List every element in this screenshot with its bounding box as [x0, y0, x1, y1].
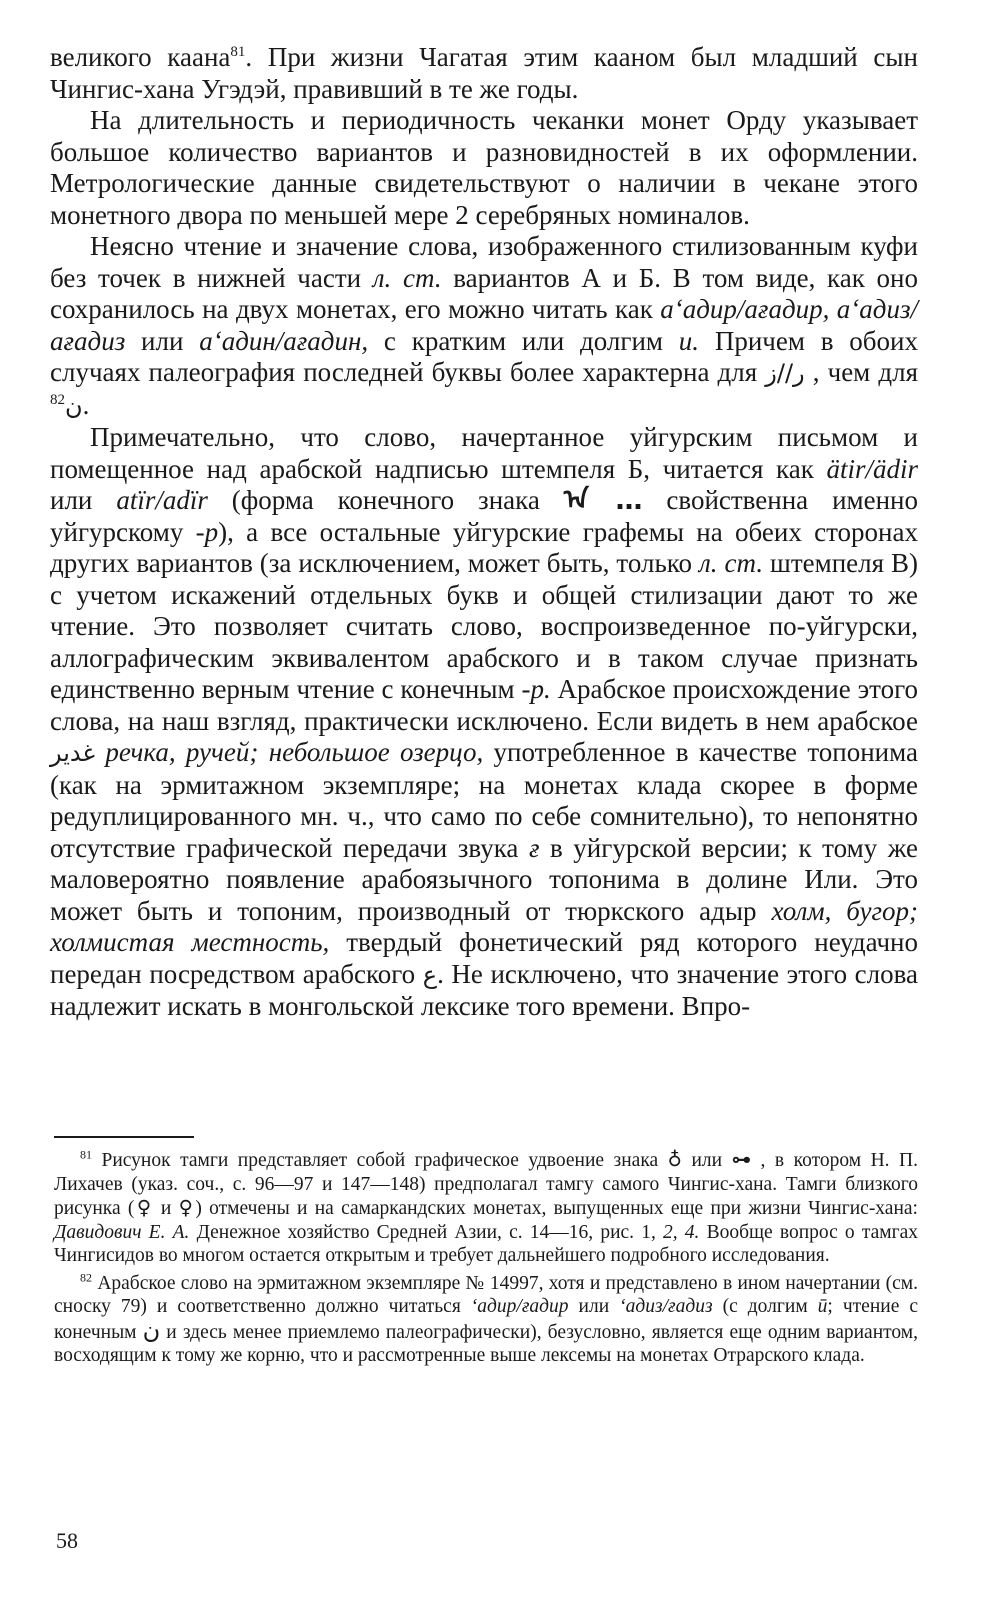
- text-run: и: [153, 1198, 179, 1219]
- text-run: ) отмечены и на самаркандских монетах, выпущенных еще при жизни Чингис-хана:: [195, 1198, 918, 1219]
- text-run: свойственна именно уйгурскому: [50, 485, 918, 547]
- footnote-mark: 81: [80, 1147, 92, 1162]
- text-run: Рисунок тамги представляет собой графическое удвоение знака: [101, 1150, 668, 1171]
- arabic-letter-nun: ن: [142, 1315, 161, 1344]
- text-run: (форма конечного знака: [207, 485, 564, 515]
- arabic-letters: ر//ز: [765, 359, 805, 387]
- page-number: 58: [56, 1528, 78, 1553]
- italic-term: ғ: [528, 832, 540, 863]
- italic-term: 2, 4.: [663, 1221, 700, 1243]
- text-run: , в котором Н. П. Лихачев (указ. соч., с. 96—97 и 147—148) предполагал тамгу самого Чингис-хана. Тамги близкого рисунка (: [54, 1150, 918, 1219]
- text-run: . При жизни Чагатая этим кааном был младший сын Чингис-хана Угэдэй, правивший в те же годы.: [50, 42, 918, 104]
- text-run: или: [681, 1150, 732, 1171]
- italic-term: и.: [678, 325, 700, 356]
- footnote-divider: [54, 1136, 194, 1138]
- text-run: (с долгим: [712, 1296, 818, 1317]
- footnote-ref-82[interactable]: 82: [50, 391, 65, 408]
- italic-term: речка, ручей; небольшое озерцо,: [105, 737, 484, 767]
- text-run: Денежное хозяйство Средней Азии, с. 14—16, рис. 1,: [189, 1221, 664, 1243]
- italic-term: Давидович Е. А.: [54, 1221, 190, 1243]
- italic-term: -р.: [521, 674, 551, 704]
- footnotes: [54, 1148, 918, 1368]
- italic-term: л. ст.: [699, 548, 764, 578]
- italic-term: ӣ: [817, 1296, 828, 1317]
- italic-term: холм, бугор; холмистая местность,: [50, 895, 919, 957]
- text-run: Причем в обоих случаях палеография последней буквы более характерна для: [50, 325, 918, 387]
- italic-term: ätir/ädir: [826, 453, 918, 484]
- arabic-letter-ain: ع: [422, 960, 438, 989]
- footnote-81: [54, 1148, 918, 1268]
- text-run: штемпеля В) с учетом искажений отдельных букв и общей стилизации дают то же чтение. Это позволяет считать слово, воспроизведенное по-уйгурски, аллографическим эквивалентом арабского и в таком случае признать единственно верным чтение с конечным: [50, 548, 918, 704]
- text-run: или: [50, 485, 117, 515]
- tamga-sign-icon: ♁: [667, 1148, 682, 1171]
- arabic-word: غدير: [50, 739, 96, 767]
- text-run: .: [82, 389, 90, 420]
- text-run: Примечательно, что слово, начертанное уйгурским письмом и помещенное над арабской надписью штемпеля Б, читается как: [50, 422, 918, 484]
- tamga-sign-icon: ♀: [178, 1196, 196, 1219]
- italic-term: atïr/adïr: [116, 485, 208, 515]
- arabic-letter-nun: ن: [65, 391, 83, 420]
- paragraph-1: [50, 42, 918, 105]
- text-run: ; чтение с конечным: [54, 1296, 918, 1343]
- footnote-mark: 82: [80, 1270, 92, 1284]
- text-run: или: [568, 1296, 620, 1317]
- text-run: и здесь менее приемлемо палеографически), безусловно, является еще одним вариантом, восходящим к тому же корню, что и рассмотренные выше лексемы на монетах Отрарского клада.: [54, 1321, 919, 1366]
- paragraph-2: На длительность и периодичность чеканки монет Орду указывает большое количество вариантов и разновидностей в их оформлении. Метрологические данные свидетельствуют о наличии в чекане этого монетного двора по меньшей мере 2 серебряных номиналов.: [50, 105, 918, 230]
- text-run: Вообще вопрос о тамгах Чингисидов во многом остается открытым и требует дальнейшего подробного исследования.: [54, 1221, 919, 1266]
- italic-term: ‘адиз/ғадиз: [619, 1296, 713, 1317]
- text-run: в уйгурской версии; к тому же маловероятно появление арабоязычного топонима в долине Или. Это может быть и топоним, производный от тюркского адыр: [50, 832, 919, 926]
- italic-term: -р: [195, 516, 219, 547]
- text-run: Неясно чтение и значение слова, изображенного стилизованным куфи без точек в нижней части: [50, 231, 918, 293]
- italic-term: а‘адир/ағадир, а‘адиз/ағадиз: [50, 294, 918, 356]
- footnote-ref-81[interactable]: 81: [230, 44, 246, 60]
- tamga-sign-icon: ♀: [134, 1196, 154, 1219]
- paragraph-3: [50, 231, 918, 422]
- paragraph-4: [50, 422, 918, 1023]
- italic-term: а‘адин/ағадин,: [199, 325, 369, 356]
- uyghur-final-glyph-icon: ᠠ …: [563, 485, 643, 516]
- text-run: Арабское слово на эрмитажном экземпляре № 14997, хотя и представлено в ином начертании (см. сноску 79) и соответственно должно читаться: [54, 1272, 919, 1317]
- text-run: твердый фонетический ряд которого неудачно передан посредством арабского: [50, 927, 918, 989]
- text-run: . Не исключено, что значение этого слова надлежит искать в монгольской лексике того времени. Впро-: [50, 958, 918, 1021]
- text-run: , чем для: [804, 357, 918, 387]
- italic-term: ‘адир/ғадир: [470, 1296, 569, 1317]
- text-run: вариантов А и Б. В том виде, как оно сохранилось на двух монетах, его можно читать как: [50, 262, 919, 324]
- main-text: [50, 42, 918, 1023]
- tamga-sign-icon: ⊶: [731, 1148, 752, 1171]
- text-run: употребленное в качестве топонима (как на эрмитажном экземпляре; на монетах клада скорее в форме редуплицированного мн. ч., что само по себе сомнительно), то непонятно отсутствие графической передачи звука: [50, 737, 918, 863]
- text-run: Арабское происхождение этого слова, на наш взгляд, практически исключено. Если видеть в нем арабское: [50, 674, 918, 736]
- footnote-82: [54, 1272, 918, 1368]
- text-run: великого каана: [50, 42, 231, 72]
- text-run: с кратким или долгим: [368, 325, 679, 356]
- italic-term: л. ст.: [372, 262, 442, 293]
- text-run: ), а все остальные уйгурские графемы на обеих сторонах других вариантов (за исключением, может быть, только: [50, 516, 918, 578]
- text-run: или: [125, 325, 200, 356]
